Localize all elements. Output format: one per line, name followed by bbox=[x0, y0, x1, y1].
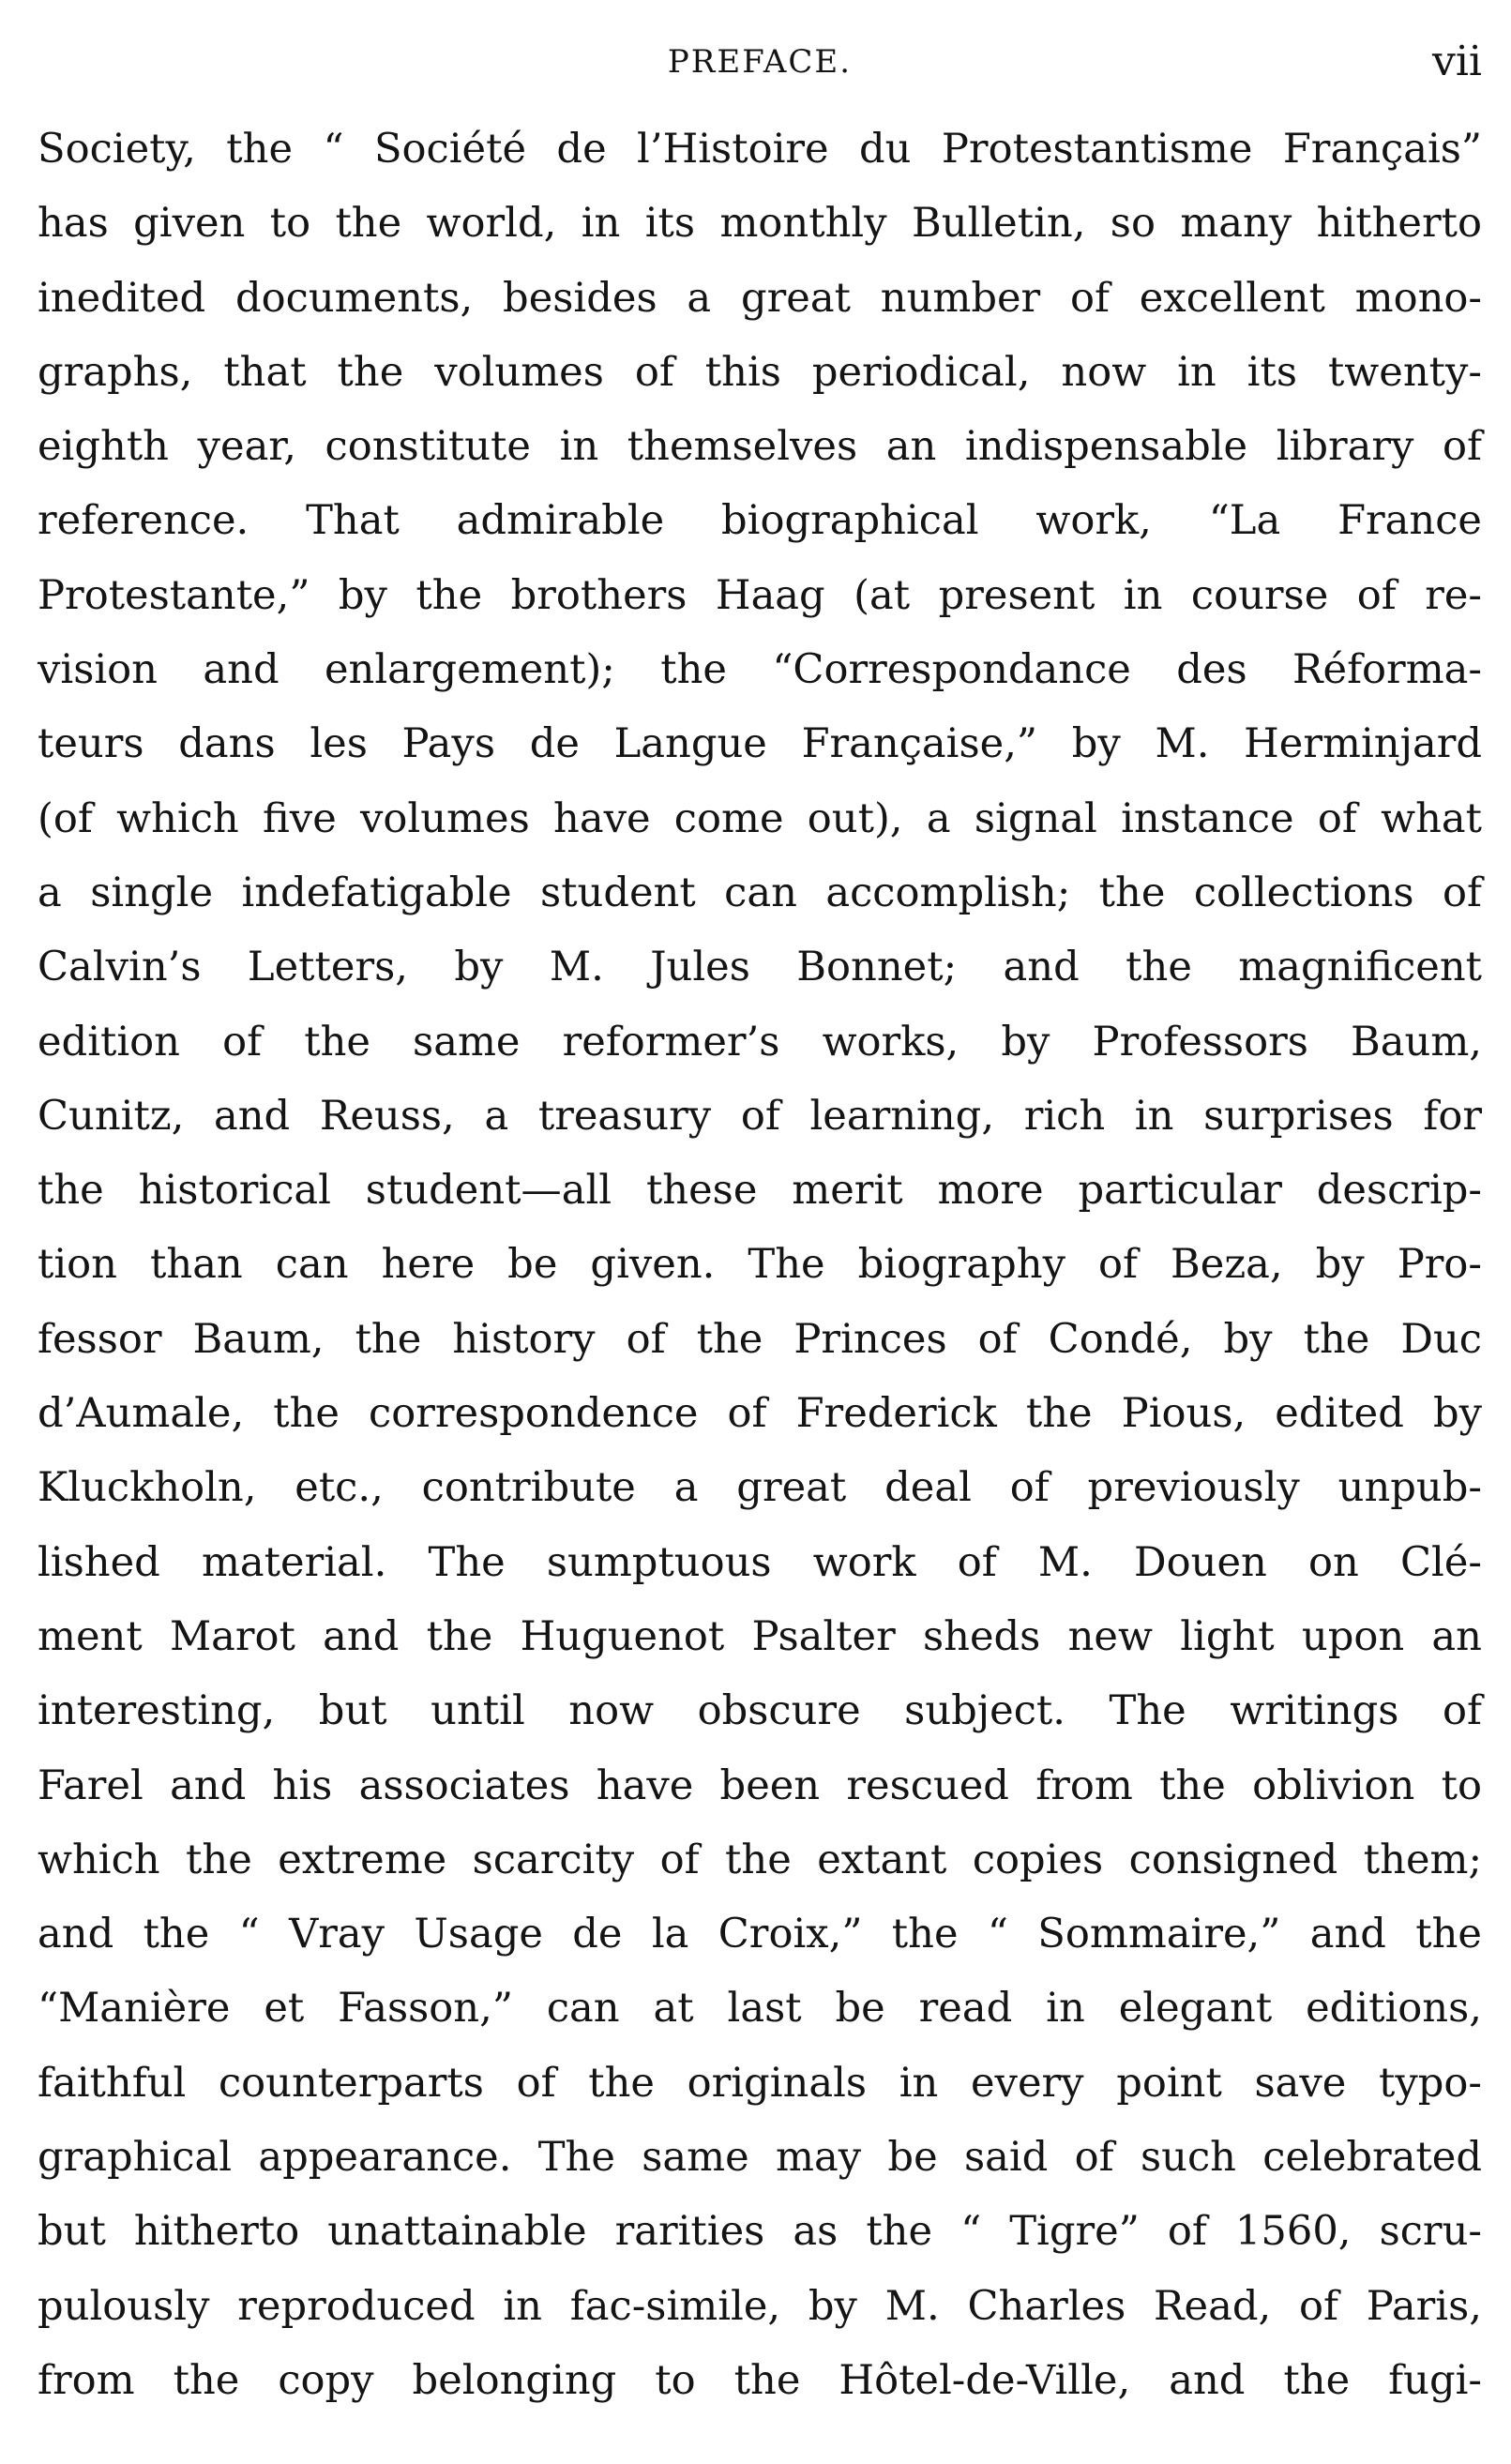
text-line: has given to the world, in its monthly Bulletin, so many hitherto bbox=[38, 200, 1482, 248]
text-line: lished material. The sumptuous work of M. Douen on Clé- bbox=[38, 1538, 1482, 1586]
text-line: (of which five volumes have come out), a signal instance of what bbox=[38, 794, 1482, 842]
text-line: vision and enlargement); the “Correspondance des Réforma- bbox=[38, 646, 1482, 694]
book-page bbox=[38, 0, 1482, 2464]
text-line: interesting, but until now obscure subject. The writings of bbox=[38, 1687, 1482, 1735]
text-line: teurs dans les Pays de Langue Française,” by M. Herminjard bbox=[38, 720, 1482, 768]
text-line: Cunitz, and Reuss, a treasury of learning, rich in surprises for bbox=[38, 1092, 1482, 1140]
text-line: ment Marot and the Huguenot Psalter sheds new light upon an bbox=[38, 1612, 1482, 1660]
text-line: eighth year, constitute in themselves an indispensable library of bbox=[38, 423, 1482, 471]
text-line: pulously reproduced in fac-simile, by M. Charles Read, of Paris, bbox=[38, 2282, 1482, 2330]
running-head-title: PREFACE. bbox=[667, 43, 853, 81]
text-line: Protestante,” by the brothers Haag (at present in course of re- bbox=[38, 571, 1482, 619]
text-line: Kluckholn, etc., contribute a great deal of previously unpub- bbox=[38, 1464, 1482, 1512]
text-line: and the “ Vray Usage de la Croix,” the “ Sommaire,” and the bbox=[38, 1911, 1482, 1958]
text-line: which the extreme scarcity of the extant copies consigned them; bbox=[38, 1836, 1482, 1883]
text-line: “Manière et Fasson,” can at last be read in elegant editions, bbox=[38, 1985, 1482, 2033]
text-line: Calvin’s Letters, by M. Jules Bonnet; and the magnificent bbox=[38, 944, 1482, 991]
text-line: tion than can here be given. The biography of Beza, by Pro- bbox=[38, 1241, 1482, 1289]
text-line: a single indefatigable student can accomplish; the collections of bbox=[38, 869, 1482, 916]
text-line: from the copy belonging to the Hôtel-de-Ville, and the fugi- bbox=[38, 2356, 1482, 2404]
preface-paragraph bbox=[38, 113, 1482, 2418]
text-line: fessor Baum, the history of the Princes of Condé, by the Duc bbox=[38, 1315, 1482, 1363]
running-head bbox=[38, 34, 1482, 90]
text-line: graphical appearance. The same may be said of such celebrated bbox=[38, 2134, 1482, 2182]
text-line: but hitherto unattainable rarities as the “ Tigre” of 1560, scru- bbox=[38, 2208, 1482, 2256]
text-line: edition of the same reformer’s works, by Professors Baum, bbox=[38, 1018, 1482, 1066]
text-line: graphs, that the volumes of this periodical, now in its twenty- bbox=[38, 348, 1482, 396]
text-line: inedited documents, besides a great number of excellent mono- bbox=[38, 274, 1482, 322]
text-line: the historical student—all these merit more particular descrip- bbox=[38, 1167, 1482, 1215]
text-line: d’Aumale, the correspondence of Frederick the Pious, edited by bbox=[38, 1390, 1482, 1438]
text-line: Farel and his associates have been rescued from the oblivion to bbox=[38, 1761, 1482, 1809]
text-line: faithful counterparts of the originals in every point save typo- bbox=[38, 2059, 1482, 2107]
text-line: Society, the “ Société de l’Histoire du Protestantisme Français” bbox=[38, 126, 1482, 173]
page-number: vii bbox=[1431, 38, 1482, 85]
text-line: reference. That admirable biographical work, “La France bbox=[38, 497, 1482, 545]
